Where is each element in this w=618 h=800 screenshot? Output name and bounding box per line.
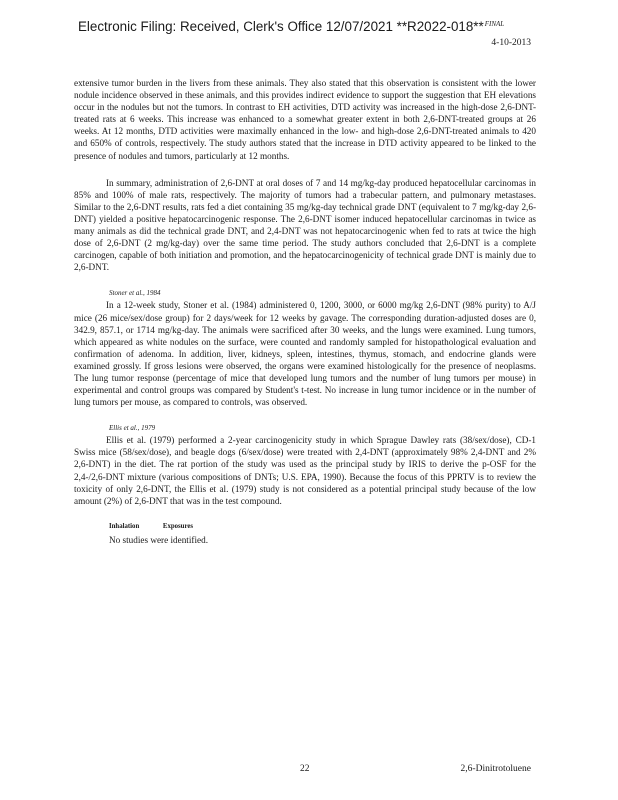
page-number: 22 xyxy=(300,764,310,774)
filing-stamp-text: Electronic Filing: Received, Clerk's Office 12/07/2021 **R2022-018** xyxy=(78,19,484,34)
final-tag: FINAL xyxy=(484,20,505,28)
paragraph-inhalation: No studies were identified. xyxy=(109,534,208,545)
paragraph-ellis-study: Ellis et al. (1979) performed a 2-year carcinogenicity study in which Sprague Dawley rats (38/sex/dose), CD-1 Swiss mice (58/sex/dose), and beagle dogs (6/sex/dose) were treated with 2,4-DNT (approximately 98% 2,4-DNT and 2% 2,6-DNT) in the diet. The rat portion of the study was used as the principal study by IRIS to derive the p-OSF for the 2,4-/2,6-DNT mixture (various compositions of DNTs; U.S. EPA, 1990). Because the focus of this PPRTV is to review the toxicity of only 2,6-DNT, the Ellis et al. (1979) study is not considered as a potential principal study because of the low amount (2%) of 2,6-DNT that was in the test compound. xyxy=(74,435,536,506)
citation-heading-stoner: Stoner et al., 1984 xyxy=(109,289,161,298)
citation-heading-ellis: Ellis et al., 1979 xyxy=(109,424,156,433)
paragraph-dtd-activity: extensive tumor burden in the livers from these animals. They also stated that this observation is consistent with the lower nodule incidence observed in these animals, and this provides indirect evidence to support the suggestion that EH elevations occur in the nodules but not the tumors. In contrast to EH activities, DTD activity was increased in the high-dose 2,6-DNT-treated rats at 6 weeks. This increase was enhanced to a somewhat greater extent in both 2,6-DNT-treated groups at 26 weeks. At 12 months, DTD activities were maximally enhanced in the low- and high-dose 2,6-DNT-treated animals to 420 and 650% of controls, respectively. The study authors stated that the increase in DTD activity appeared to be linked to the presence of nodules and tumors, particularly at 12 months. xyxy=(74,78,536,161)
paragraph-stoner-study: In a 12-week study, Stoner et al. (1984) administered 0, 1200, 3000, or 6000 mg/kg 2,6-DNT (98% purity) to A/J mice (26 mice/sex/dose group) for 2 days/week for 12 weeks by gavage. The corresponding duration-adjusted doses are 0, 342.9, 857.1, or 1714 mg/kg-day. The animals were sacrificed after 30 weeks, and the lungs were examined. Lung tumors, which appeared as white nodules on the surface, were counted and randomly sampled for histopathological evaluation and confirmation of adenoma. In addition, liver, kidneys, spleen, intestines, thymus, stomach, and endocrine glands were examined grossly. If gross lesions were observed, the organs were examined histologically for the presence of neoplasms. The lung tumor response (percentage of mice that developed lung tumors and the number of lung tumors per mouse) in experimental and control groups was compared by Student's t-test. No increase in lung tumor incidence or in the number of lung tumors per mouse, as compared to controls, was observed. xyxy=(74,300,536,408)
footer-document-title: 2,6-Dinitrotoluene xyxy=(460,764,531,774)
paragraph-summary: In summary, administration of 2,6-DNT at oral doses of 7 and 14 mg/kg-day produced hepatocellular carcinomas in 85% and 100% of male rats, respectively. The majority of tumors had a trabecular pattern, and pulmonary metastases. Similar to the 2,6-DNT results, rats fed a diet containing 35 mg/kg-day technical grade DNT (equivalent to 7 mg/kg-day 2,6-DNT) yielded a positive hepatocarcinogenic response. The 2,6-DNT isomer induced hepatocellular carcinomas in twice as many animals as did the technical grade DNT, and 2,4-DNT was not hepatocarcinogenic when fed to rats at twice the high dose of 2,6-DNT (2 mg/kg-day) over the same time period. The study authors concluded that 2,6-DNT is a complete carcinogen, capable of both initiation and promotion, and the hepatocarcinogenicity of technical grade DNT is mainly due to 2,6-DNT. xyxy=(74,177,536,273)
section-heading-inhalation: Inhalation Exposures xyxy=(109,522,194,530)
document-date: 4-10-2013 xyxy=(491,38,531,48)
document-body xyxy=(74,77,536,546)
filing-stamp xyxy=(78,19,548,34)
